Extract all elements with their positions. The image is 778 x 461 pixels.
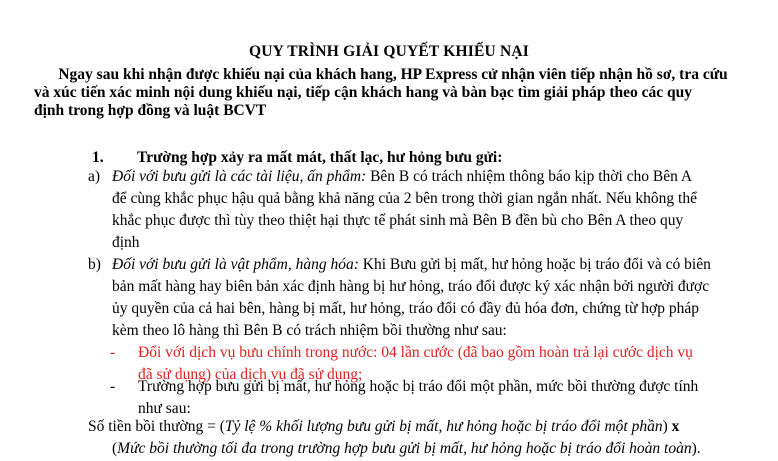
formula-times: x	[671, 418, 680, 435]
section-heading	[92, 148, 502, 168]
item-b-line	[88, 254, 748, 276]
formula-close: ).	[691, 440, 701, 457]
item-b-line: bản mất hàng hay biên bản xác định hàng bị hư hỏng, tráo đổi được ký xác nhận bởi người được	[112, 278, 710, 295]
item-a-line	[88, 166, 748, 188]
item-a-lead: Đối với bưu gửi là các tài liệu, ấn phẩm:	[112, 168, 367, 185]
formula-line-2	[88, 438, 768, 460]
document-title: QUY TRÌNH GIẢI QUYẾT KHIẾU NẠI	[248, 43, 530, 60]
item-a-line: để cùng khắc phục hậu quả bằng khả năng của 2 bên trong thời gian ngắn nhất. Nếu không thể	[112, 190, 697, 207]
item-a-line: định	[112, 234, 140, 251]
formula-italic-2: Mức bồi thường tối đa trong trường hợp bưu gửi bị mất, hư hỏng hoặc bị tráo đổi hoàn toàn	[117, 440, 692, 457]
item-b-lead: Đối với bưu gửi là vật phẩm, hàng hóa:	[112, 256, 359, 273]
dash-item-line: Đối với dịch vụ bưu chính trong nước: 04 lần cước (đã bao gồm hoàn trả lại cước dịch vụ	[138, 344, 693, 361]
formula-italic-1: Tỷ lệ % khối lượng bưu gửi bị mất, hư hỏng hoặc bị tráo đổi một phần	[224, 418, 663, 435]
item-b-line1-rest: Khi Bưu gửi bị mất, hư hỏng hoặc bị tráo đổi và có biên	[358, 256, 711, 273]
item-b-line: ủy quyền của cả hai bên, hàng bị mất, hư hỏng, tráo đổi có đầy đủ hóa đơn, chứng từ hợp pháp	[112, 300, 699, 317]
section-heading-text: Trường hợp xảy ra mất mát, thất lạc, hư hỏng bưu gửi:	[137, 149, 503, 166]
dash-marker: -	[110, 344, 116, 361]
item-a-line: khắc phục được thì tùy theo thiệt hại thực tế phát sinh mà Bên B đền bù cho Bên A theo quy	[112, 212, 684, 229]
list-item-b	[88, 254, 748, 342]
intro-paragraph	[28, 66, 758, 120]
compensation-formula	[88, 416, 768, 460]
dash-item-line: đã sử dụng) của dịch vụ đã sử dụng;	[138, 366, 363, 383]
formula-open: (	[112, 440, 118, 457]
intro-line: Ngay sau khi nhận được khiếu nại của khách hang, HP Express cử nhận viên tiếp nhận hồ sơ, tra cứu	[58, 66, 728, 83]
intro-line: và xúc tiến xác minh nội dung khiếu nại, tiếp cận khách hang và bàn bạc tìm giải pháp theo các quy	[34, 84, 693, 101]
section-number: 1.	[92, 149, 104, 166]
dash-item-line: như sau:	[138, 400, 191, 417]
intro-line: định trong hợp đồng và luật BCVT	[34, 102, 267, 119]
dash-item-line: Trường hợp bưu gửi bị mất, hư hỏng hoặc bị tráo đổi một phần, mức bồi thường được tính	[138, 378, 699, 395]
dash-marker: -	[110, 378, 116, 395]
list-marker-b: b)	[88, 256, 101, 273]
item-b-line: kèm theo lô hàng thì Bên B có trách nhiệm bồi thường như sau:	[112, 322, 507, 339]
item-a-line1-rest: Bên B có trách nhiệm thông báo kịp thời cho Bên A	[366, 168, 693, 185]
list-marker-a: a)	[88, 168, 101, 185]
dash-item-partial-loss	[110, 376, 750, 420]
list-item-a	[88, 166, 748, 254]
formula-prefix: Số tiền bồi thường = (	[88, 418, 225, 435]
formula-suffix: )	[662, 418, 672, 435]
formula-line-1	[88, 416, 768, 438]
